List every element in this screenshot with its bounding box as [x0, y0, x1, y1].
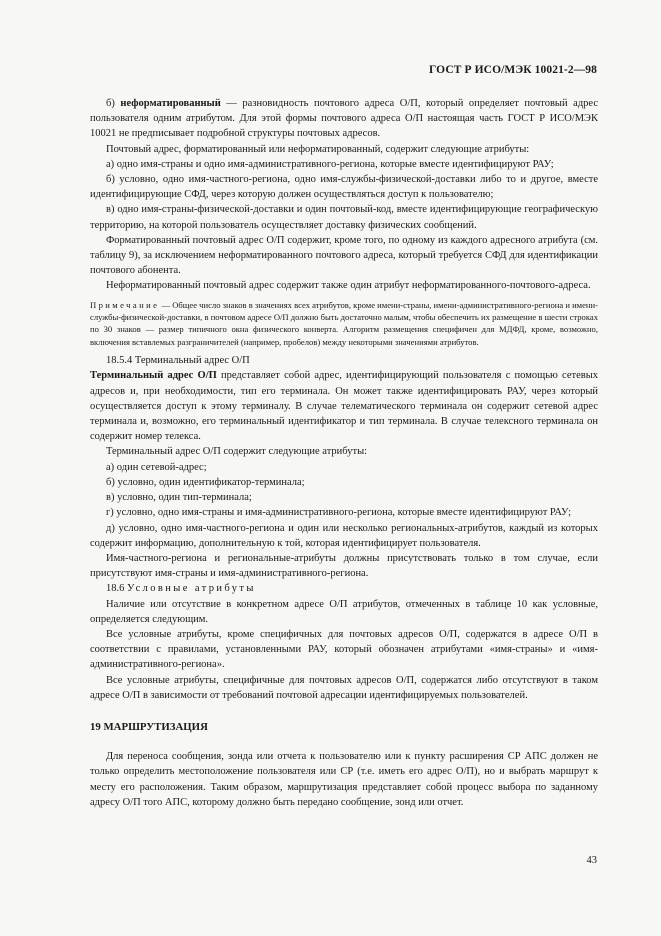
paragraph [90, 475, 598, 490]
paragraph-text: Неформатированный почтовый адрес содержит также один атрибут неформатированного-почтового-адреса. [106, 280, 591, 292]
paragraph [90, 444, 598, 459]
document-header: ГОСТ Р ИСО/МЭК 10021-2—98 [429, 64, 597, 76]
paragraph-text: а) одно имя-страны и одно имя-административного-региона, которые вместе идентифицируют РАУ; [106, 158, 554, 170]
paragraph-text: а) один сетевой-адрес; [106, 461, 207, 473]
paragraph-text: б) условно, один идентификатор-терминала; [106, 476, 305, 488]
paragraph-text: Форматированный почтовый адрес О/П содержит, кроме того, по одному из каждого адресного атрибута (см. таблицу 9), за исключением неформатированного почтового адреса, который требуется СФД для идентификации почтового абонента. [90, 234, 598, 277]
bold-term: Терминальный адрес О/П [90, 370, 217, 382]
paragraph [90, 490, 598, 505]
paragraph [90, 505, 598, 520]
paragraph-text: — разновидность почтового адреса О/П, который определяет почтовый адрес пользователя одним атрибутом. Для этой формы почтового адреса О/П настоящая часть ГОСТ Р ИСО/МЭК 10021 не предписывает подробной структуры почтовых адресов. [90, 98, 598, 140]
paragraph-text: Терминальный адрес О/П содержит следующие атрибуты: [106, 446, 368, 458]
paragraph [90, 460, 598, 475]
paragraph-text: Все условные атрибуты, специфичные для почтовых адресов О/П, содержатся либо отсутствуют в таком адресе О/П в зависимости от требований почтовой адресации идентифицируемых пользователей. [90, 674, 598, 701]
paragraph [90, 157, 598, 172]
paragraph [90, 202, 598, 232]
paragraph-text: в) условно, один тип-терминала; [106, 492, 252, 504]
paragraph-text: 18.5.4 Терминальный адрес О/П [106, 355, 250, 367]
paragraph [90, 96, 598, 142]
paragraph-text: д) условно, одно имя-частного-региона и один или несколько региональных-атрибутов, каждый из которых содержит информацию, дополнительную к той, которая идентифицирует пользователя. [90, 522, 598, 549]
paragraph [90, 142, 598, 157]
section-heading: 19 МАРШРУТИЗАЦИЯ [90, 720, 208, 733]
paragraph-text: Все условные атрибуты, кроме специфичных для почтовых адресов О/П, содержатся в адресе О/П в соответствии с правилами, установленными РАУ, который обозначен атрибутами «имя-страны» и «имя-административного-региона». [90, 628, 598, 671]
paragraph [90, 673, 598, 703]
paragraph [90, 353, 598, 368]
note [90, 299, 598, 349]
paragraph-text: б) условно, одно имя-частного-региона, одно имя-службы-физической-доставки либо то и другое, вместе идентифицирующие СФД, через которую должен осуществляться доступ к пользователю; [90, 174, 598, 201]
paragraph-text: 18.6 [106, 583, 127, 595]
note-label: Примечание [90, 299, 160, 310]
paragraph [90, 749, 598, 810]
paragraph-text: представляет собой адрес, идентифицирующий пользователя с помощью сетевых адресов и, при необходимости, тип его терминала. Он может также идентифицировать РАУ, через который осуществляется доступ к этому терминалу. В случае телематического терминала он содержит сетевой адрес терминала и, возможно, его терминальный идентификатор и тип терминала. В случае телексного терминала он содержит номер телекса. [90, 370, 598, 443]
paragraph [90, 172, 598, 202]
spaced-heading: Условные атрибуты [127, 583, 256, 595]
paragraph-text: Почтовый адрес, форматированный или неформатированный, содержит следующие атрибуты: [106, 143, 530, 155]
paragraph-text: Имя-частного-региона и региональные-атрибуты должны присутствовать только в том случае, если присутствуют имя-страны и имя-административного-региона. [90, 552, 598, 580]
paragraphs-block-2 [90, 353, 598, 703]
paragraph-text: б) [106, 98, 121, 109]
page-number: 43 [586, 855, 597, 866]
paragraphs-block-1 [90, 96, 598, 294]
paragraph [90, 368, 598, 444]
paragraph-text: г) условно, одно имя-страны и имя-административного-региона, которые вместе идентифицируют РАУ; [106, 507, 572, 519]
paragraph [90, 627, 598, 673]
paragraph [90, 278, 598, 293]
paragraphs-block-3 [90, 749, 598, 810]
paragraph-text: Наличие или отсутствие в конкретном адресе О/П атрибутов, отмеченных в таблице 10 как условные, определяется следующим. [90, 598, 598, 625]
paragraph [90, 581, 598, 596]
paragraph [90, 233, 598, 279]
bold-term: неформатированный [120, 98, 221, 109]
page-content [90, 96, 598, 810]
paragraph-text: Для переноса сообщения, зонда или отчета к пользователю или к пункту расширения СР АПС должен не только определить местоположение пользователя или СР (т.е. иметь его адрес О/П), но и выбрать маршрут к месту его расположения. Таким образом, маршрутизация представляет собой процесс выбора по заданному адресу О/П того АПС, которому должно быть передано сообщение, зонд или отчет. [90, 751, 598, 808]
paragraph [90, 551, 598, 581]
paragraph-text: в) одно имя-страны-физической-доставки и один почтовый-код, вместе идентифицирующие географическую территорию, на которой пользователь осуществляет доставку физических сообщений. [90, 204, 598, 231]
paragraph [90, 521, 598, 551]
paragraph [90, 597, 598, 627]
note-text: — Общее число знаков в значениях всех атрибутов, кроме имени-страны, имени-административного-региона и имени-службы-физической-доставки, в почтовом адресе О/П должно быть достаточно малым, чтобы обеспечить их размещение в шести строках по 30 знаков — размер типичного окна физического конверта. Алгоритм размещения специфичен для МДФД, кроме, возможно, включения вставлемых разграничителей (например, пробелов) между некоторыми значениями атрибутов. [90, 299, 598, 347]
